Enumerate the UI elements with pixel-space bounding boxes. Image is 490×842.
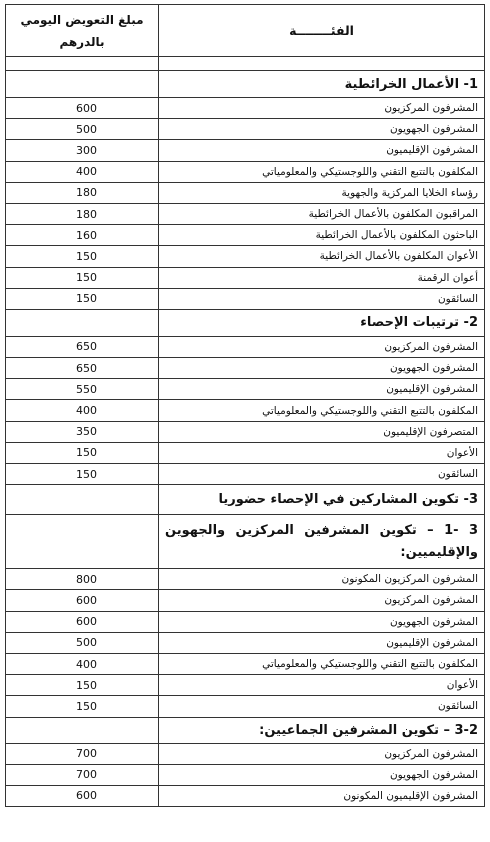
row-amount: 180 bbox=[6, 182, 159, 203]
section-title: 3- تكوين المشاركين في الإحصاء حضوريا bbox=[159, 485, 485, 515]
table-row bbox=[6, 379, 485, 400]
row-label: المراقبون المكلفون بالأعمال الخرائطية bbox=[159, 203, 485, 224]
table-row bbox=[6, 203, 485, 224]
table-row bbox=[6, 569, 485, 590]
table-row bbox=[6, 182, 485, 203]
row-amount: 350 bbox=[6, 421, 159, 442]
table-row bbox=[6, 464, 485, 485]
row-amount: 150 bbox=[6, 246, 159, 267]
row-label: المشرفون الإقليميون المكونون bbox=[159, 785, 485, 806]
row-amount: 600 bbox=[6, 785, 159, 806]
row-amount: 180 bbox=[6, 203, 159, 224]
row-amount: 150 bbox=[6, 675, 159, 696]
row-label: المشرفون المركزيون bbox=[159, 336, 485, 357]
row-label: السائقون bbox=[159, 288, 485, 309]
table-row bbox=[6, 225, 485, 246]
table-row bbox=[6, 696, 485, 717]
table-row bbox=[6, 611, 485, 632]
table-row bbox=[6, 442, 485, 463]
spacer-row bbox=[6, 57, 485, 71]
row-amount: 150 bbox=[6, 288, 159, 309]
row-label: الأعوان المكلفون بالأعمال الخرائطية bbox=[159, 246, 485, 267]
row-label: المشرفون المركزيون bbox=[159, 590, 485, 611]
section-title: 1- الأعمال الخرائطية bbox=[159, 71, 485, 98]
row-label: المشرفون الجهويون bbox=[159, 119, 485, 140]
section-title-row bbox=[6, 309, 485, 336]
table-row bbox=[6, 98, 485, 119]
table-row bbox=[6, 161, 485, 182]
row-label: المشرفون المركزيون المكونون bbox=[159, 569, 485, 590]
row-label: المشرفون الجهويون bbox=[159, 611, 485, 632]
row-label: المشرفون الإقليميون bbox=[159, 140, 485, 161]
table-row bbox=[6, 358, 485, 379]
table-row bbox=[6, 336, 485, 357]
row-amount: 150 bbox=[6, 442, 159, 463]
subsection-title: 3-2 – تكوين المشرفين الجماعيين: bbox=[159, 717, 485, 743]
row-amount: 600 bbox=[6, 611, 159, 632]
table-row bbox=[6, 140, 485, 161]
row-amount: 650 bbox=[6, 358, 159, 379]
row-label: أعوان الرقمنة bbox=[159, 267, 485, 288]
table-row bbox=[6, 632, 485, 653]
row-amount: 160 bbox=[6, 225, 159, 246]
table-row bbox=[6, 653, 485, 674]
row-amount: 150 bbox=[6, 464, 159, 485]
table-row bbox=[6, 590, 485, 611]
row-label: السائقون bbox=[159, 696, 485, 717]
compensation-table-sheet bbox=[5, 4, 484, 807]
row-label: المكلفون بالتتبع التقني واللوجستيكي والمعلومياتي bbox=[159, 400, 485, 421]
row-label: المشرفون الإقليميون bbox=[159, 379, 485, 400]
row-label: المشرفون الإقليميون bbox=[159, 632, 485, 653]
row-label: رؤساء الخلايا المركزية والجهوية bbox=[159, 182, 485, 203]
row-amount: 500 bbox=[6, 119, 159, 140]
row-label: الأعوان bbox=[159, 675, 485, 696]
row-label: المشرفون الجهويون bbox=[159, 764, 485, 785]
section-title: 2- ترتيبات الإحصاء bbox=[159, 309, 485, 336]
row-amount: 400 bbox=[6, 400, 159, 421]
row-label: المتصرفون الإقليميون bbox=[159, 421, 485, 442]
table-header-row bbox=[6, 5, 485, 57]
row-amount: 600 bbox=[6, 98, 159, 119]
table-row bbox=[6, 119, 485, 140]
row-label: الأعوان bbox=[159, 442, 485, 463]
section-title-row bbox=[6, 71, 485, 98]
table-row bbox=[6, 421, 485, 442]
section-title-row bbox=[6, 485, 485, 515]
table-row bbox=[6, 675, 485, 696]
row-label: المشرفون المركزيون bbox=[159, 743, 485, 764]
header-category: الفئــــــــة bbox=[159, 5, 485, 57]
compensation-table bbox=[5, 4, 485, 807]
row-label: المكلفون بالتتبع التقني واللوجستيكي والمعلومياتي bbox=[159, 161, 485, 182]
row-label: المشرفون المركزيون bbox=[159, 98, 485, 119]
table-row bbox=[6, 764, 485, 785]
row-amount: 600 bbox=[6, 590, 159, 611]
row-amount: 650 bbox=[6, 336, 159, 357]
table-row bbox=[6, 400, 485, 421]
row-amount: 800 bbox=[6, 569, 159, 590]
row-amount: 150 bbox=[6, 267, 159, 288]
row-amount: 150 bbox=[6, 696, 159, 717]
row-amount: 700 bbox=[6, 743, 159, 764]
header-amount: مبلغ التعويض اليومي بالدرهم bbox=[6, 5, 159, 57]
row-amount: 550 bbox=[6, 379, 159, 400]
row-amount: 700 bbox=[6, 764, 159, 785]
row-label: الباحثون المكلفون بالأعمال الخرائطية bbox=[159, 225, 485, 246]
row-label: المكلفون بالتتبع التقني واللوجستيكي والمعلومياتي bbox=[159, 653, 485, 674]
table-row bbox=[6, 785, 485, 806]
row-label: المشرفون الجهويون bbox=[159, 358, 485, 379]
subsection-title-row bbox=[6, 515, 485, 569]
subsection-title-row bbox=[6, 717, 485, 743]
subsection-title: 3 -1 – تكوين المشرفين المركزين والجهوين والإقليميين: bbox=[159, 515, 485, 569]
table-row bbox=[6, 267, 485, 288]
row-label: السائقون bbox=[159, 464, 485, 485]
row-amount: 500 bbox=[6, 632, 159, 653]
row-amount: 300 bbox=[6, 140, 159, 161]
table-row bbox=[6, 288, 485, 309]
row-amount: 400 bbox=[6, 161, 159, 182]
table-row bbox=[6, 246, 485, 267]
row-amount: 400 bbox=[6, 653, 159, 674]
table-row bbox=[6, 743, 485, 764]
